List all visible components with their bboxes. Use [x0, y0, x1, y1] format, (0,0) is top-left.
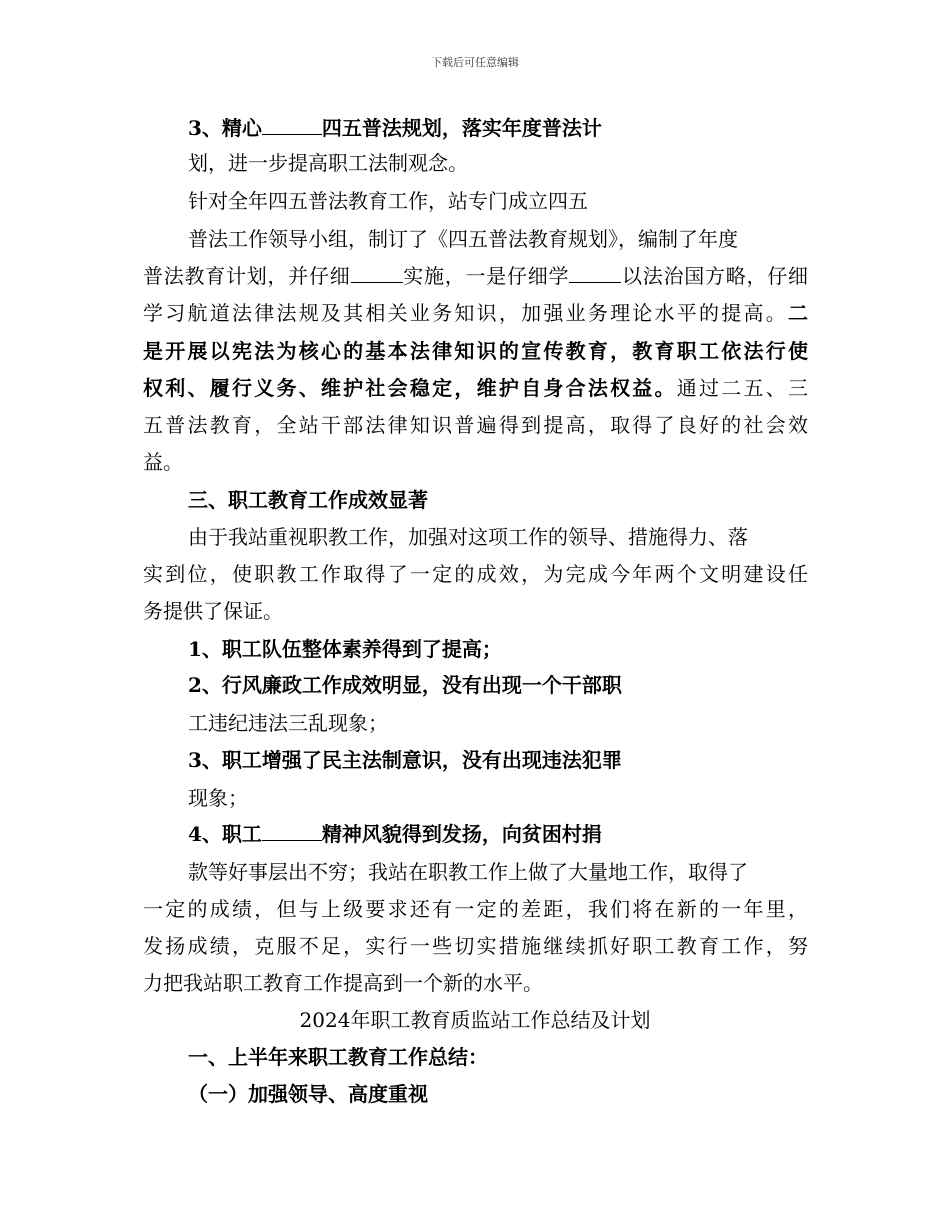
fill-blank: [351, 264, 403, 283]
fill-blank: [569, 264, 621, 283]
paragraph-line: 由于我站重视职教工作，加强对这项工作的领导、措施得力、落: [188, 525, 748, 549]
paragraph-line: 发扬成绩，克服不足，实行一些切实措施继续抓好职工教育工作，努: [143, 934, 808, 958]
paragraph-line: 普法工作领导小组，制订了《四五普法教育规划》，编制了年度: [188, 227, 738, 251]
paragraph-line: [143, 301, 808, 325]
text-segment: 4、职工: [188, 822, 262, 846]
section-heading: 三、职工教育工作成效显著: [188, 488, 428, 512]
text-segment: 普法教育计划，并仔细: [143, 264, 351, 288]
text-segment: 实施，一是仔细学: [402, 264, 570, 288]
item-3-line-1: [188, 116, 602, 140]
bold-paragraph-line: 是开展以宪法为核心的基本法律知识的宣传教育，教育职工依法行使: [143, 339, 808, 363]
paragraph-line: [143, 376, 808, 400]
paragraph-line: 务提供了保证。: [143, 599, 283, 623]
paragraph-line: 五普法教育，全站干部法律知识普遍得到提高，取得了良好的社会效: [143, 413, 808, 437]
bold-segment: 二: [788, 301, 808, 325]
fill-blank: [262, 822, 322, 841]
text-segment: 以法治国方略，仔细: [621, 264, 808, 288]
paragraph-line: 力把我站职工教育工作提高到一个新的水平。: [143, 971, 543, 995]
list-item: 2、行风廉政工作成效明显，没有出现一个干部职: [188, 673, 622, 697]
paragraph-line: 益。: [143, 450, 183, 474]
document-title: 2024年职工教育质监站工作总结及计划: [299, 1008, 651, 1032]
list-item: [188, 822, 602, 846]
paragraph-line: 针对全年四五普法教育工作，站专门成立四五: [188, 189, 588, 213]
text-segment: 四五普法规划，落实年度普法计: [321, 116, 602, 140]
paragraph-line: 实到位，使职教工作取得了一定的成效，为完成今年两个文明建设任: [143, 562, 808, 586]
section-heading: 一、上半年来职工教育工作总结：: [188, 1045, 488, 1069]
text-segment: 精神风貌得到发扬，向贫困村捐: [321, 822, 602, 846]
paragraph-line: [143, 264, 808, 288]
subsection-heading: （一）加强领导、高度重视: [188, 1082, 428, 1106]
text-segment: 3、精心: [188, 116, 262, 140]
list-item: 1、职工队伍整体素养得到了提高；: [188, 637, 502, 661]
text-segment: 学习航道法律法规及其相关业务知识，加强业务理论水平的提高。: [143, 301, 788, 325]
fill-blank: [262, 116, 322, 135]
bold-segment: 权利、履行义务、维护社会稳定，维护自身合法权益。: [143, 376, 677, 400]
list-item-continuation: 工违纪违法三乱现象；: [188, 711, 388, 735]
paragraph-line: 款等好事层出不穷；我站在职教工作上做了大量地工作，取得了: [188, 860, 748, 884]
page-header: 下载后可任意编辑: [431, 56, 519, 69]
paragraph-line: 划，进一步提高职工法制观念。: [188, 151, 468, 175]
paragraph-line: 一定的成绩，但与上级要求还有一定的差距，我们将在新的一年里，: [143, 897, 808, 921]
list-item-continuation: 现象；: [188, 786, 248, 810]
text-segment: 通过二五、三: [676, 376, 809, 400]
list-item: 3、职工增强了民主法制意识，没有出现违法犯罪: [188, 748, 622, 772]
